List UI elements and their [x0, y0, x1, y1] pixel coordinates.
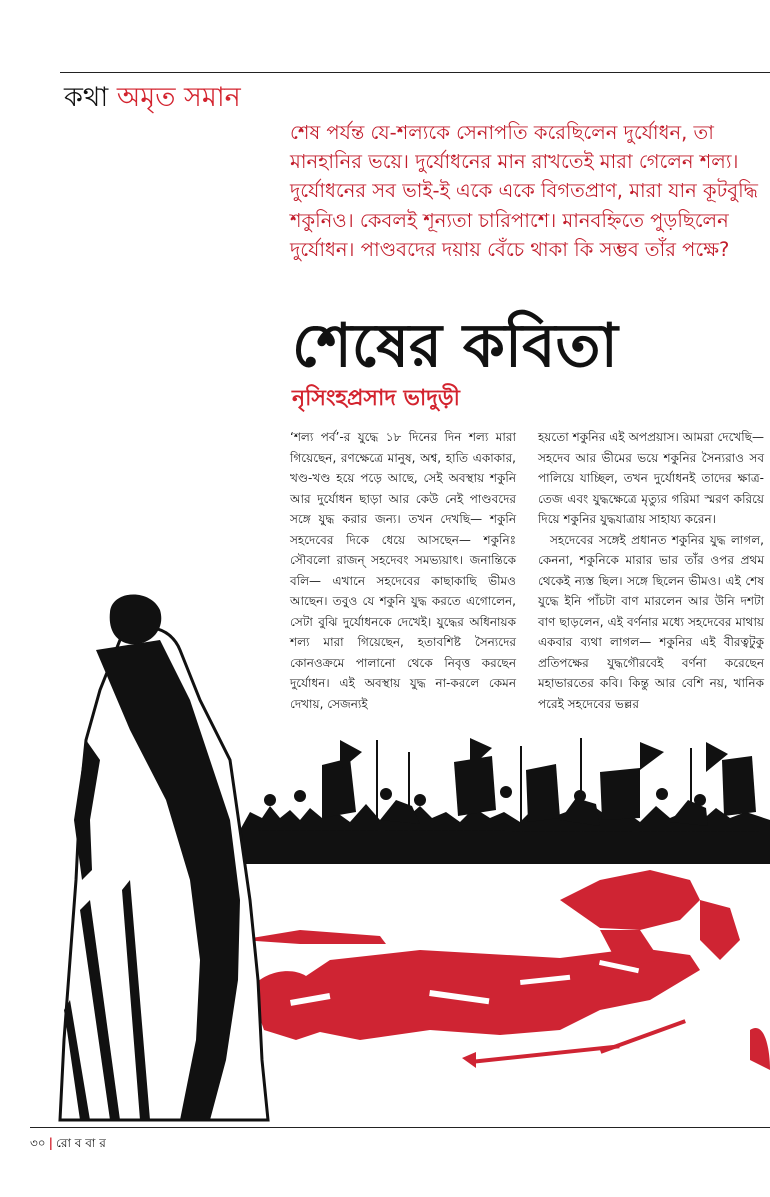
intro-standfirst: শেষ পর্যন্ত যে-শল্যকে সেনাপতি করেছিলেন দুর্যোধন, তা মানহানির ভয়ে। দুর্যোধনের মান রাখতেই মারা গেলেন শল্য। দুর্যোধনের সব ভাই-ই একে একে বিগতপ্রাণ, মারা যান কূটবুদ্ধি শকুনিও। কেবলই শূন্যতা চারিপাশে। মানবহ্নিতে পুড়ছিলেন দুর্যোধন। পাণ্ডবদের দয়ায় বেঁচে থাকা কি সম্ভব তাঁর পক্ষে?	[290, 121, 758, 261]
page-number: ৩০	[30, 1136, 46, 1150]
body-paragraph: ‘শল্য পর্ব’-র যুদ্ধে ১৮ দিনের দিন শল্য মারা গিয়েছেন, রণক্ষেত্রে মানুষ, অশ্ব, হাতি একাকার, খণ্ড-খণ্ড হয়ে পড়ে আছে, সেই অবস্থায় শকুনি আর দুর্যোধন ছাড়া আর কেউ নেই পাণ্ডবদের সঙ্গে যুদ্ধ করার জন্য। তখন দেখছি— শকুনি সহদেবের দিকে ধেয়ে আসছেন— শকুনিঃ সৌবলো রাজন্ সহদেবং সমভ্যয়াৎ। জনান্তিকে বলি— এখানে সহদেবের কাছাকাছি ভীমও আছেন। তবুও যে শকুনি যুদ্ধ করতে এগোলেন, সেটা বুঝি দুর্যোধনকে দেখেই। যুদ্ধের অধিনায়ক শল্য মারা গিয়েছেন, হতাবশিষ্ট সৈন্যদের কোনওক্রমে পালানো থেকে নিবৃত্ত করছেন দুর্যোধন। এই অবস্থায় যুদ্ধ না-করলে কেমন দেখায়, সেজন্যই	[290, 430, 516, 711]
fallen-warrior	[240, 870, 770, 1070]
body-paragraph: হয়তো শকুনির এই অপপ্রয়াস। আমরা দেখেছি— সহদেব আর ভীমের ভয়ে শকুনির সৈন্যরাও সব পালিয়ে যাচ্ছিল, তখন দুর্যোধনই তাদের ক্ষাত্র-তেজ এবং যুদ্ধক্ষেত্রে মৃত্যুর গরিমা স্মরণ করিয়ে দিয়ে শকুনির যুদ্ধযাত্রায় সাহায্য করেন।	[538, 430, 764, 526]
section-label	[64, 80, 241, 116]
section-label-word1: কথা	[64, 82, 109, 113]
footer-rule	[30, 1127, 770, 1128]
section-label-word2: অমৃত সমান	[116, 82, 241, 113]
magazine-name: রো ব বা র	[56, 1136, 106, 1150]
article-title: শেষের কবিতা	[292, 311, 618, 381]
header-rule	[60, 72, 770, 73]
body-paragraph: সহদেবের সঙ্গেই প্রধানত শকুনির যুদ্ধ লাগল, কেননা, শকুনিকে মারার ভার তাঁর ওপর প্রথম থেকেই ন্যস্ত ছিল। সঙ্গে ছিলেন ভীমও। এই শেষ যুদ্ধে ইনি পাঁচটা বাণ মারলেন আর উনি দশটা বাণ ছাড়লেন, এই বর্ণনার মধ্যে সহদেবের মাথায় একবার ব্যথা লাগল— শকুনির এই বীরত্বটুকু প্রতিপক্ষের যুদ্ধগৌরবেই বর্ণনা করেছেন মহাভারতের কবি। কিন্তু আর বেশি নয়, খানিক পরেই সহদেবের ভল্লর	[538, 532, 764, 711]
army-silhouette	[240, 738, 770, 864]
woman-silhouette	[60, 594, 268, 1120]
battlefield-illustration	[0, 580, 770, 1140]
author-byline: নৃসিংহপ্রসাদ ভাদুড়ী	[292, 386, 460, 411]
page-footer	[30, 1135, 106, 1151]
footer-separator-icon: |	[48, 1136, 53, 1150]
